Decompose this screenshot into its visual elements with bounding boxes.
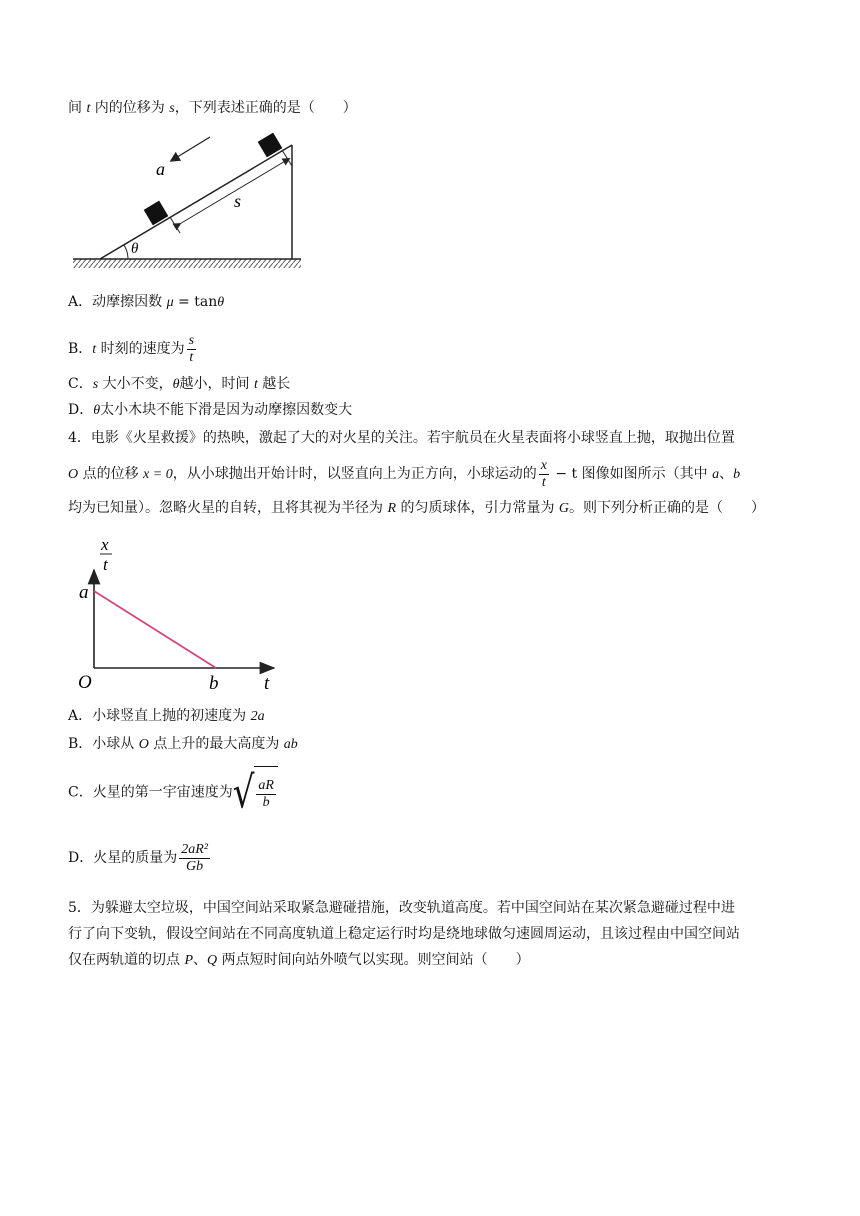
data-line — [94, 591, 216, 668]
var-theta: θ — [172, 377, 180, 392]
option-text: 大小不变， — [98, 376, 173, 392]
text: 内的位移为 — [90, 100, 170, 116]
q5-stem-line2: 行了向下变轨，假设空间站在不同高度轨道上稳定运行时均是绕地球做匀速圆周运动，且该过程由中国空间站 — [68, 926, 740, 942]
angle-arc — [124, 245, 128, 259]
option-text: C． — [68, 376, 93, 392]
xt-graph — [70, 532, 290, 697]
q4-option-c — [68, 766, 278, 819]
text: ，下列表述正确的是（ ） — [174, 100, 357, 116]
var-G: G — [558, 501, 570, 516]
block-lower — [144, 201, 169, 226]
frac-den: b — [262, 794, 270, 810]
accel-arrow — [174, 137, 210, 159]
var-Q: Q — [207, 953, 218, 968]
q5-stem-line1: 5．为躲避太空垃圾，中国空间站采取紧急避碰措施，改变轨道高度。若中国空间站在某次紧急避碰过程中进 — [68, 900, 735, 916]
incline-surface — [100, 145, 292, 259]
q5-stem-line3 — [68, 950, 530, 971]
var-t: t — [86, 101, 91, 116]
fraction — [256, 778, 276, 811]
q4-stem-line3 — [68, 498, 765, 519]
var-t: t — [253, 377, 258, 392]
s-tick-high — [282, 150, 292, 166]
var-a: a — [712, 467, 720, 482]
var-theta: θ — [217, 295, 225, 310]
option-text: D． — [68, 402, 94, 418]
var-mu: μ — [166, 295, 174, 310]
text: 。则下列分析正确的是（ ） — [569, 500, 766, 516]
frac-den: t — [541, 474, 546, 490]
frac-num: x — [540, 457, 547, 473]
option-text: A．小球竖直上抛的初速度为 — [68, 708, 251, 724]
text: ，从小球抛出开始计时，以竖直向上为正方向，小球运动的 — [172, 466, 537, 482]
text: 均为已知量）。忽略火星的自转，且将其视为半径为 — [68, 500, 388, 516]
frac-den: t — [189, 349, 194, 365]
label-O: O — [78, 672, 92, 693]
option-text: B． — [68, 341, 93, 357]
frac-den: Gb — [186, 858, 204, 874]
option-text: 时刻的速度为 — [96, 341, 185, 357]
q3-stem-tail — [68, 98, 357, 119]
value: 2a — [250, 709, 265, 724]
q4-option-d — [68, 836, 212, 880]
option-text: 太小木块不能下滑是因为动摩擦因数变大 — [100, 402, 353, 418]
sqrt — [233, 766, 278, 819]
fraction — [187, 333, 196, 366]
text: 、 — [719, 466, 734, 482]
text: 仅在两轨道的切点 — [68, 952, 185, 968]
frac-num: aR — [258, 777, 274, 793]
text: − t 图像如图所示（其中 — [550, 466, 713, 482]
var-O: O — [138, 737, 149, 752]
option-text: 越小，时间 — [179, 376, 254, 392]
q3-option-a — [68, 292, 224, 313]
label-a: a — [79, 582, 89, 603]
label-a: a — [156, 159, 165, 179]
radical-sign: √ — [232, 766, 255, 819]
text: 、 — [193, 952, 208, 968]
option-text: B．小球从 — [68, 736, 139, 752]
y-label-num: x — [101, 535, 109, 554]
var-P: P — [184, 953, 194, 968]
s-dimension-arrow — [178, 160, 287, 225]
fraction — [539, 458, 549, 491]
var-s: s — [92, 377, 99, 392]
frac-num: 2aR² — [181, 841, 208, 857]
label-t: t — [264, 673, 270, 694]
q4-stem-line2 — [68, 456, 740, 493]
text: 两点短时间向站外喷气以实现。则空间站（ ） — [217, 952, 530, 968]
option-text: 越长 — [257, 376, 291, 392]
option-text: 点上升的最大高度为 — [148, 736, 284, 752]
q4-option-b — [68, 734, 298, 755]
option-text: D．火星的质量为 — [68, 850, 178, 866]
label-b: b — [209, 673, 219, 694]
ground-hatch — [73, 259, 301, 268]
equation: x = 0 — [143, 467, 173, 482]
var-b: b — [733, 467, 741, 482]
text: 的匀质球体，引力常量为 — [396, 500, 559, 516]
fraction — [179, 842, 210, 875]
text: 间 — [68, 100, 87, 116]
q4-stem-line1: 4．电影《火星救援》的热映，激起了大的对火星的关注。若宇航员在火星表面将小球竖直上抛，取抛出位置 — [68, 430, 735, 446]
text: 点的位移 — [78, 466, 144, 482]
var-t: t — [92, 342, 97, 357]
value: ab — [283, 737, 298, 752]
var-theta: θ — [93, 403, 101, 418]
q3-option-c — [68, 374, 290, 395]
option-text: C．火星的第一宇宙速度为 — [68, 784, 233, 801]
radicand — [254, 766, 278, 819]
label-s: s — [234, 191, 242, 211]
var-R: R — [387, 501, 397, 516]
y-label-den: t — [103, 555, 108, 574]
label-theta: θ — [131, 241, 139, 257]
q3-option-d — [68, 400, 352, 421]
option-text: A．动摩擦因数 — [68, 294, 167, 310]
q3-option-b — [68, 330, 198, 369]
equation: = tan — [173, 294, 218, 310]
var-s: s — [169, 101, 175, 116]
var-O: O — [68, 467, 79, 482]
incline-figure — [68, 125, 308, 275]
frac-num: s — [188, 332, 195, 348]
q4-option-a — [68, 706, 265, 727]
